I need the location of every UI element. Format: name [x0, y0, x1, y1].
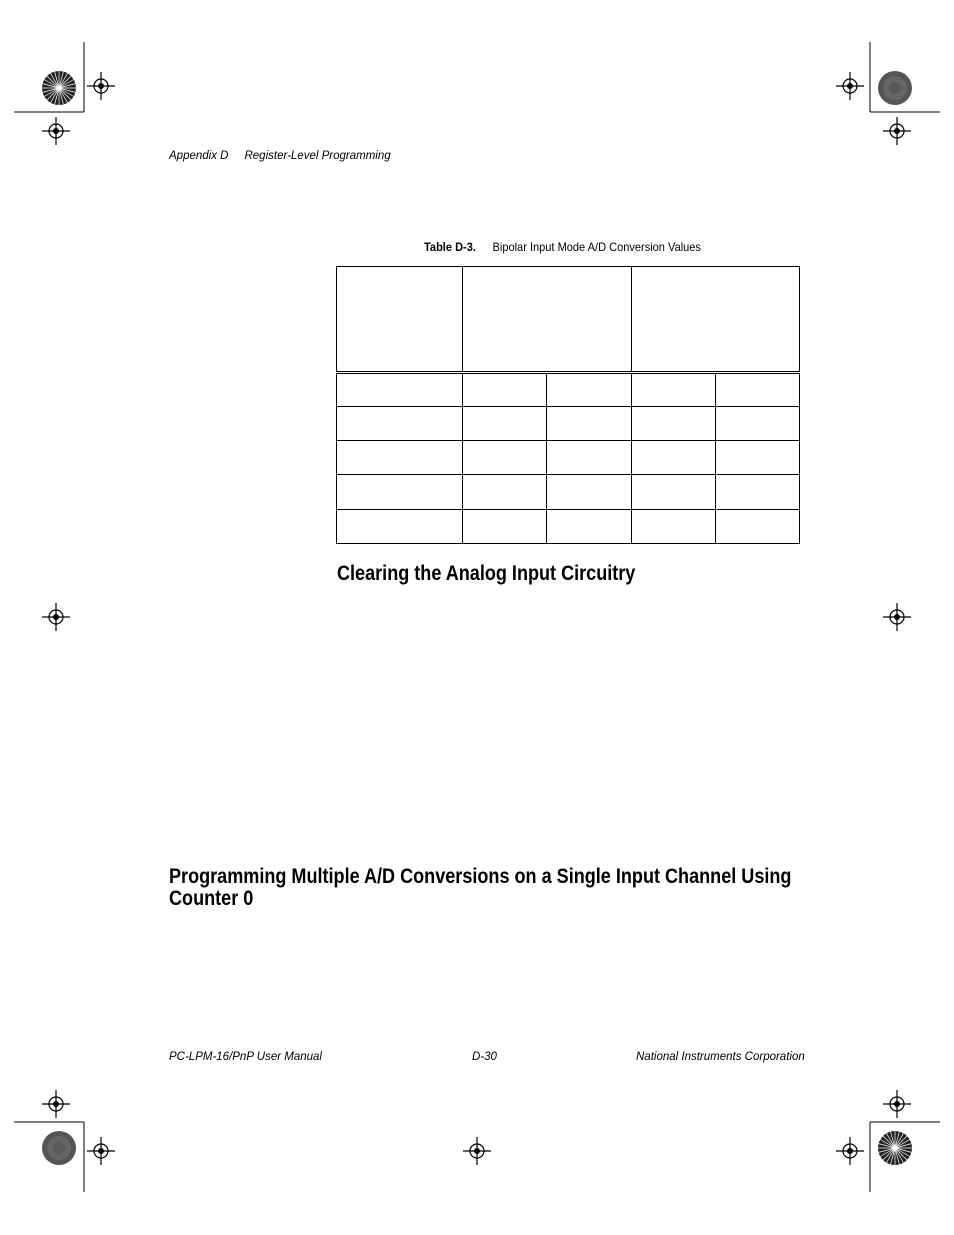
table-cell — [547, 406, 631, 440]
footer-company: National Instruments Corporation — [636, 1051, 805, 1063]
section-heading-clearing: Clearing the Analog Input Circuitry — [337, 562, 636, 585]
header-appendix: Appendix D — [169, 150, 229, 162]
table-row — [337, 372, 800, 406]
table-header-cell — [631, 267, 799, 373]
table-caption — [424, 240, 701, 254]
table-cell — [631, 441, 715, 475]
table-cell — [463, 475, 547, 509]
table-row — [337, 406, 800, 440]
running-header — [169, 150, 391, 162]
table-title: Bipolar Input Mode A/D Conversion Values — [492, 240, 701, 254]
table-cell — [715, 372, 799, 406]
table-cell — [715, 441, 799, 475]
table-cell — [463, 509, 547, 543]
table-cell — [631, 406, 715, 440]
table-cell — [547, 372, 631, 406]
table-cell — [547, 475, 631, 509]
table-cell — [631, 509, 715, 543]
table-row — [337, 441, 800, 475]
table-cell — [715, 475, 799, 509]
table-cell — [631, 475, 715, 509]
table-cell — [463, 372, 547, 406]
section-heading-programming: Programming Multiple A/D Conversions on a Single Input Channel Using Counter 0 — [169, 865, 792, 910]
table-cell — [337, 509, 463, 543]
table-cell — [715, 509, 799, 543]
table-cell — [463, 406, 547, 440]
table-row — [337, 509, 800, 543]
table-cell — [463, 441, 547, 475]
header-section: Register-Level Programming — [244, 150, 391, 162]
table-cell — [547, 441, 631, 475]
table-cell — [547, 509, 631, 543]
conversion-table — [336, 266, 800, 544]
table-header-cell — [463, 267, 631, 373]
table-cell — [337, 406, 463, 440]
footer-page-number: D-30 — [472, 1051, 497, 1063]
table-cell — [337, 372, 463, 406]
table-header-row — [337, 267, 800, 373]
table-cell — [337, 441, 463, 475]
table-cell — [715, 406, 799, 440]
table-header-cell — [337, 267, 463, 373]
table-number: Table D-3. — [424, 240, 476, 254]
table-cell — [337, 475, 463, 509]
table-row — [337, 475, 800, 509]
table-cell — [631, 372, 715, 406]
footer-manual-title: PC-LPM-16/PnP User Manual — [169, 1051, 322, 1063]
